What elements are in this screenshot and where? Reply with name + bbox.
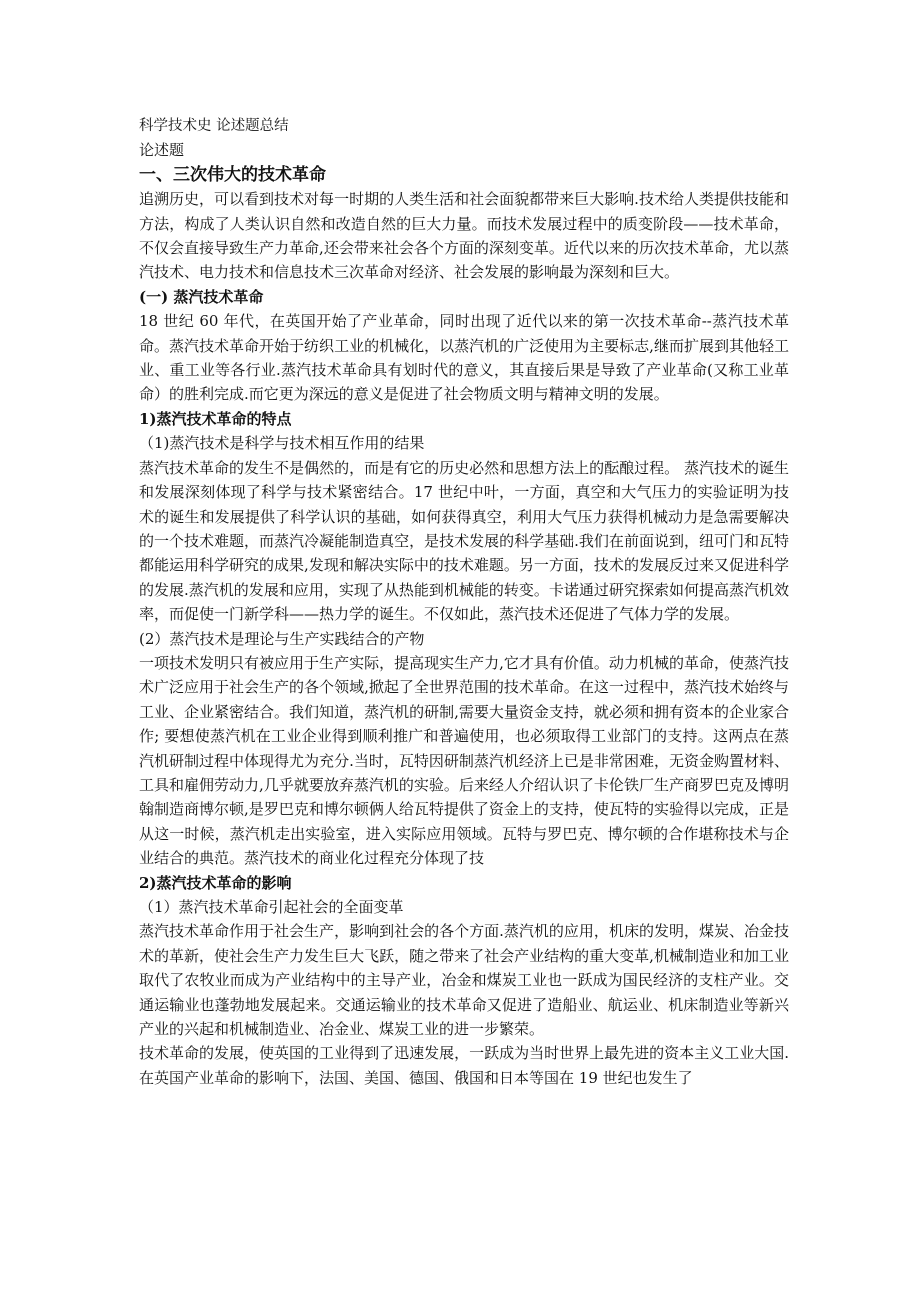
steam-revolution-heading: (一) 蒸汽技术革命 (139, 287, 264, 306)
impact-1-title: （1）蒸汽技术革命引起社会的全面变革 (139, 898, 404, 916)
document-content (139, 114, 789, 1090)
section-heading: 一、三次伟大的技术革命 (139, 164, 326, 185)
document-title: 科学技术史 论述题总结 (139, 118, 289, 134)
feature-2-title: (2）蒸汽技术是理论与生产实践结合的产物 (139, 629, 425, 648)
intro-paragraph: 追溯历史，可以看到技术对每一时期的人类生活和社会面貌都带来巨大影响.技术给人类提供技能和方法，构成了人类认识自然和改造自然的巨大力量。而技术发展过程中的质变阶段——技术革命，不仅会直接导致生产力革命,还会带来社会各个方面的深刻变革。近代以来的历次技术革命，尤以蒸汽技术、电力技术和信息技术三次革命对经济、社会发展的影响最为深刻和巨大。 (139, 190, 789, 282)
features-heading: 1)蒸汽技术革命的特点 (139, 409, 292, 428)
impact-1-paragraph-continued: 技术革命的发展，使英国的工业得到了迅速发展，一跃成为当时世界上最先进的资本主义工业大国.在英国产业革命的影响下，法国、美国、德国、俄国和日本等国在 19 世纪也发生了 (139, 1044, 789, 1087)
feature-1-title: （1)蒸汽技术是科学与技术相互作用的结果 (139, 434, 425, 453)
feature-2-paragraph: 一项技术发明只有被应用于生产实际，提高现实生产力,它才具有价值。动力机械的革命，使蒸汽技术广泛应用于社会生产的各个领域,掀起了全世界范围的技术革命。在这一过程中，蒸汽技术始终与工业、企业紧密结合。我们知道，蒸汽机的研制,需要大量资金支持，就必须和拥有资本的企业家合作; 要想使蒸汽机在工业企业得到顺利推广和普遍使用，也必须取得工业部门的支持。这两点在蒸汽机研制过程中体现得尤为充分.当时，瓦特因研制蒸汽机经济上已是非常困难，无资金购置材料、工具和雇佣劳动力,几乎就要放弃蒸汽机的实验。后来经人介绍认识了卡伦铁厂生产商罗巴克及博明翰制造商博尔顿,是罗巴克和博尔顿俩人给瓦特提供了资金上的支持，使瓦特的实验得以完成，正是从这一时候，蒸汽机走出实验室，进入实际应用领域。瓦特与罗巴克、博尔顿的合作堪称技术与企业结合的典范。蒸汽技术的商业化过程充分体现了技 (139, 653, 789, 868)
impact-heading: 2)蒸汽技术革命的影响 (139, 873, 292, 892)
steam-intro-paragraph: 18 世纪 60 年代，在英国开始了产业革命，同时出现了近代以来的第一次技术革命--蒸汽技术革命。蒸汽技术革命开始于纺织工业的机械化，以蒸汽机的广泛使用为主要标志,继而扩展到其他轻工业、重工业等各行业.蒸汽技术革命具有划时代的意义，其直接后果是导致了产业革命(又称工业革命）的胜利完成.而它更为深远的意义是促进了社会物质文明与精神文明的发展。 (139, 312, 789, 404)
document-subtitle: 论述题 (139, 141, 185, 160)
impact-1-paragraph: 蒸汽技术革命作用于社会生产，影响到社会的各个方面.蒸汽机的应用，机床的发明，煤炭、冶金技术的革新，使社会生产力发生巨大飞跃，随之带来了社会产业结构的重大变革,机械制造业和加工业取代了农牧业而成为产业结构中的主导产业，冶金和煤炭工业也一跃成为国民经济的支柱产业。交通运输业也蓬勃地发展起来。交通运输业的技术革命又促进了造船业、航运业、机床制造业等新兴产业的兴起和机械制造业、冶金业、煤炭工业的进一步繁荣。 (139, 922, 789, 1039)
feature-1-paragraph: 蒸汽技术革命的发生不是偶然的，而是有它的历史必然和思想方法上的酝酿过程。 蒸汽技术的诞生和发展深刻体现了科学与技术紧密结合。17 世纪中叶，一方面，真空和大气压力的实验证明为技术的诞生和发展提供了科学认识的基础，如何获得真空，利用大气压力获得机械动力是急需要解决的一个技术难题，而蒸汽冷凝能制造真空，是技术发展的科学基础.我们在前面说到，纽可门和瓦特都能运用科学研究的成果,发现和解决实际中的技术难题。另一方面，技术的发展反过来又促进科学的发展.蒸汽机的发展和应用，实现了从热能到机械能的转变。卡诺通过研究探索如何提高蒸汽机效率，而促使一门新学科——热力学的诞生。不仅如此，蒸汽技术还促进了气体力学的发展。 (139, 458, 789, 624)
